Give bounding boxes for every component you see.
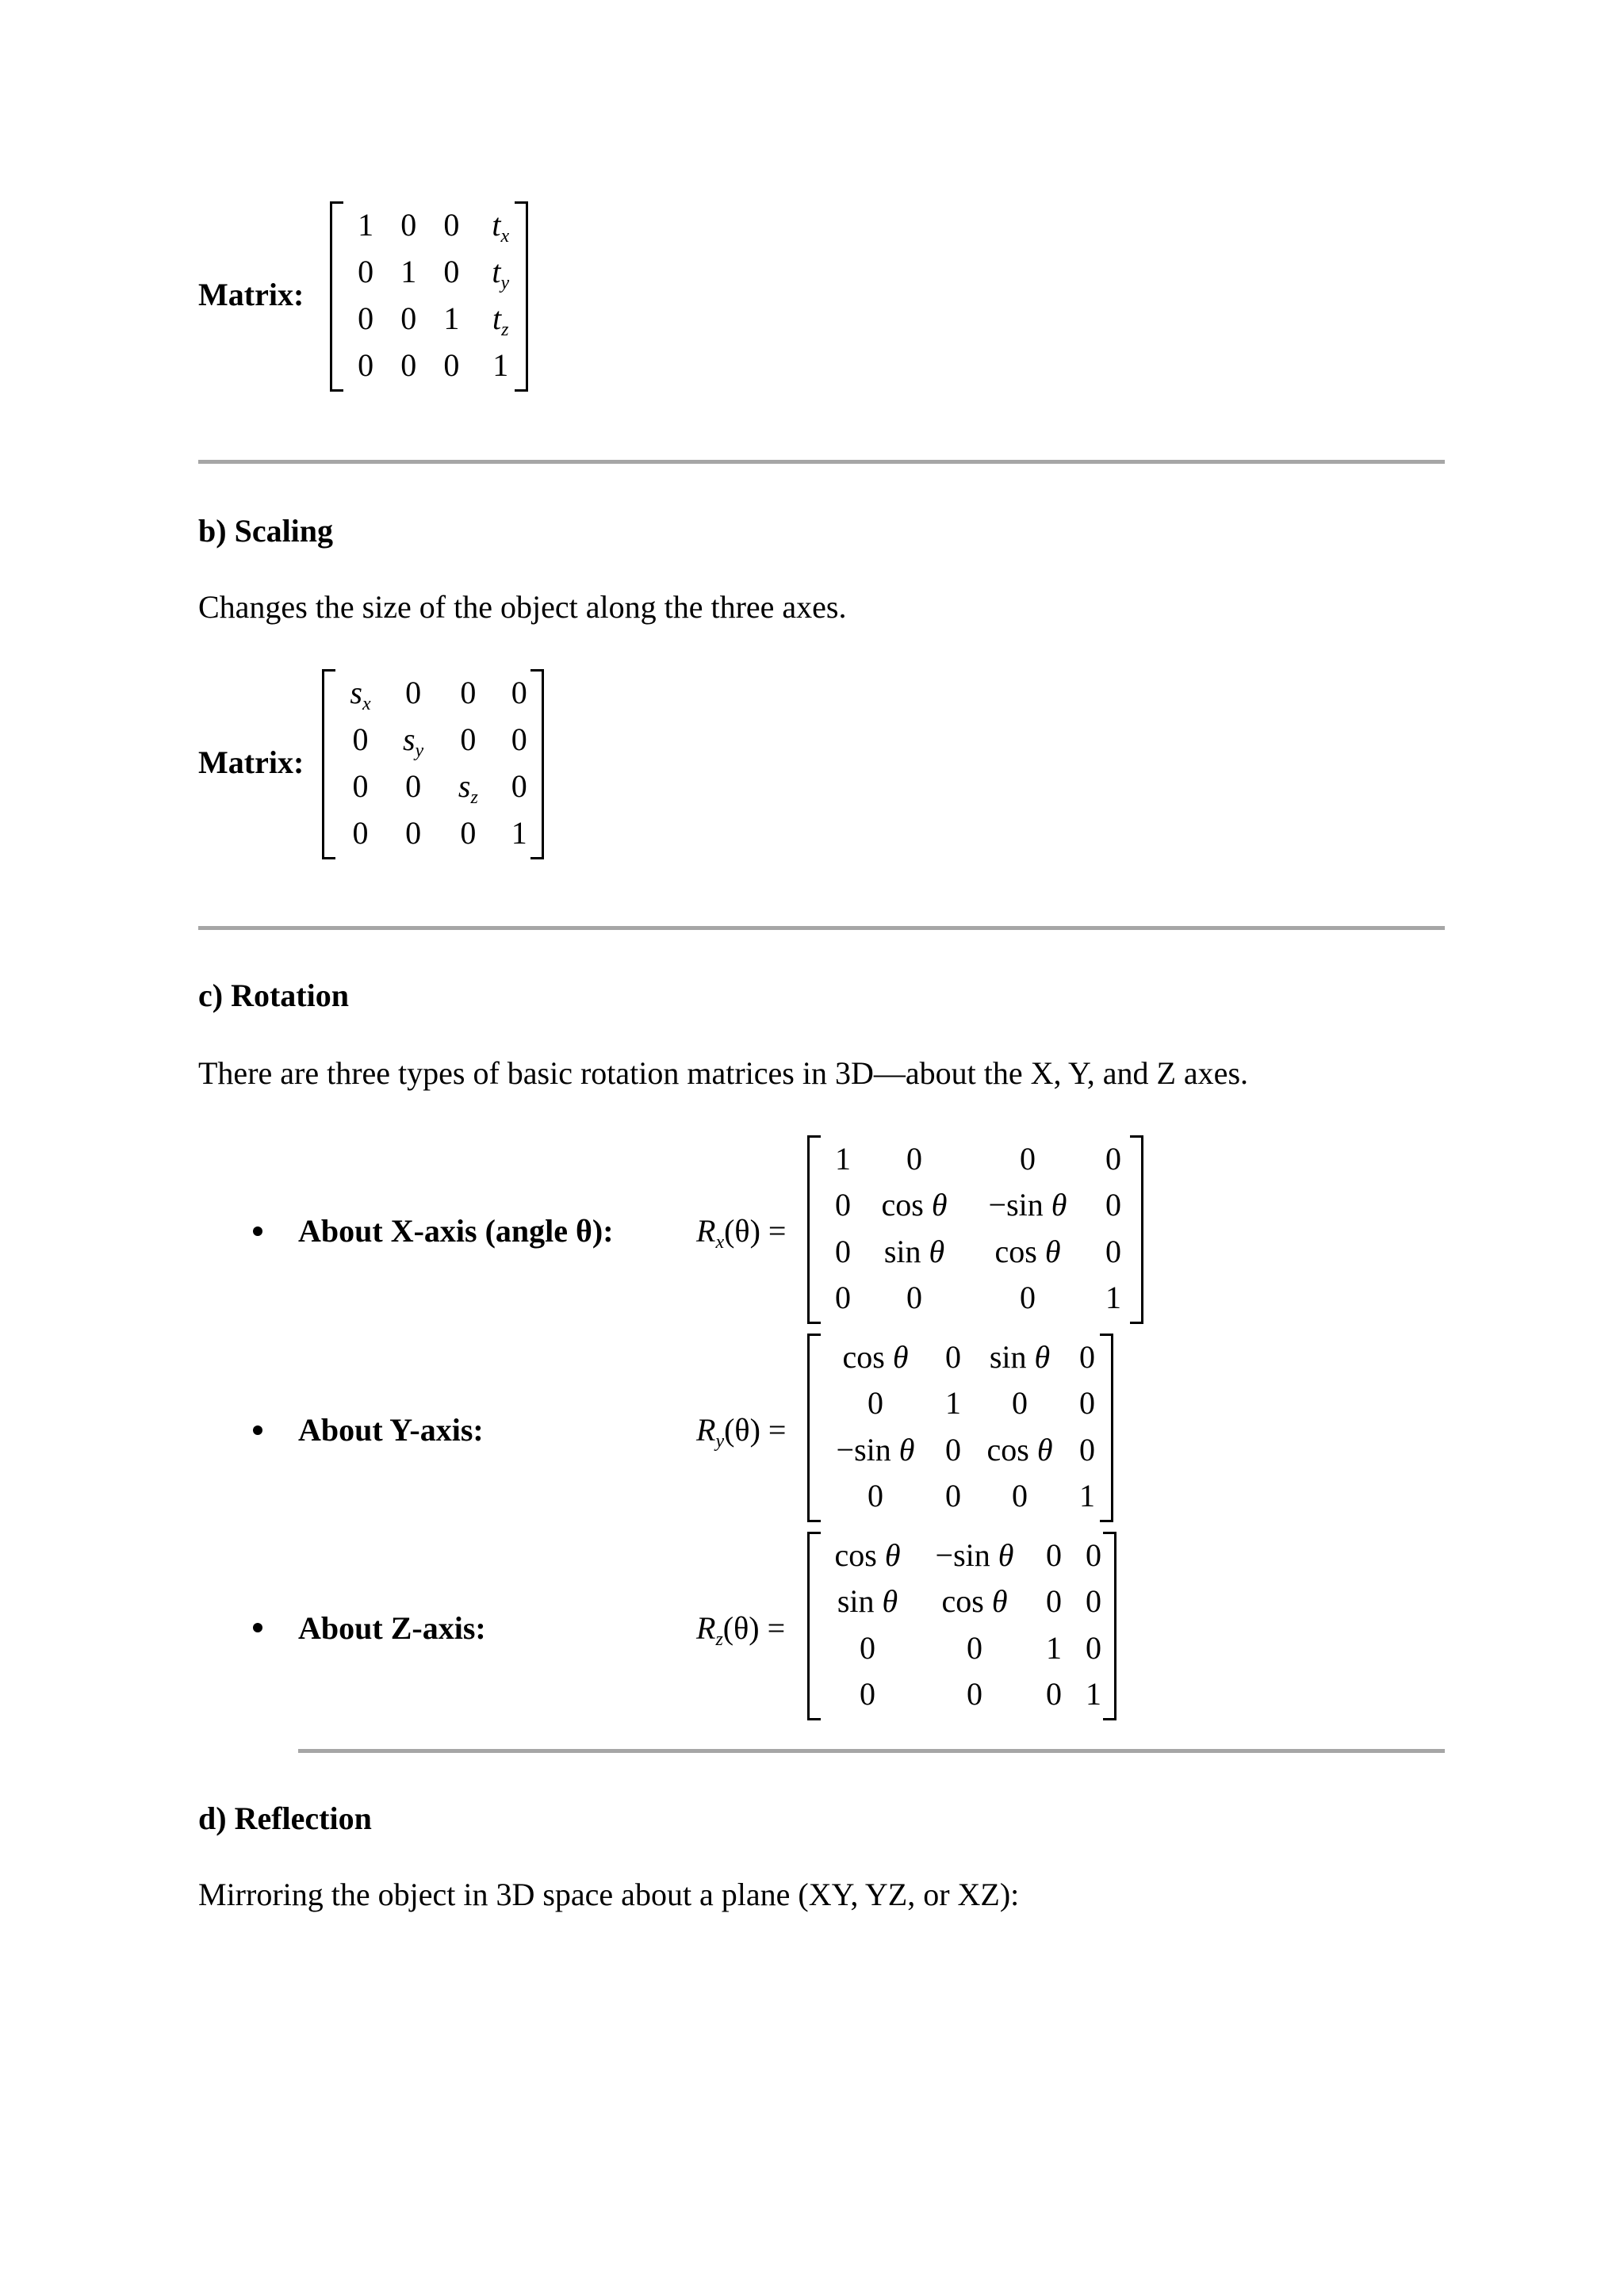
matrix-entry: −sin θ <box>836 1431 915 1468</box>
matrix-entry: 0 <box>405 675 422 710</box>
matrix-entry: cos θ <box>834 1536 901 1573</box>
matrix-entry: 0 <box>352 721 369 757</box>
matrix-left-bracket <box>322 669 335 859</box>
scaling-description: Changes the size of the object along the three axes. <box>198 589 847 625</box>
matrix-entry: 0 <box>352 768 369 804</box>
matrix-left-bracket <box>330 201 343 392</box>
matrix-entry: 0 <box>443 207 460 243</box>
rotation-z-label: About Z-axis: <box>298 1610 486 1646</box>
rotation-x-subscript: x <box>715 1232 725 1253</box>
matrix-right-bracket <box>530 669 544 859</box>
matrix-entry: 0 <box>405 768 422 804</box>
matrix-entry: 0 <box>511 675 527 710</box>
matrix-entry: 0 <box>443 254 460 289</box>
matrix-entry: 1 <box>492 347 509 383</box>
matrix-row <box>822 1578 1115 1625</box>
matrix-grid <box>822 1135 1136 1321</box>
rotation-z-matrix <box>807 1532 1116 1720</box>
matrix-entry: 0 <box>1046 1583 1062 1620</box>
matrix-entry: 0 <box>1086 1629 1101 1666</box>
matrix-left-bracket <box>807 1135 821 1324</box>
matrix-entry: $t_z$ <box>492 300 509 340</box>
matrix-right-bracket <box>1103 1532 1116 1720</box>
matrix-entry: 1 <box>1079 1478 1095 1514</box>
matrix-entry: 0 <box>358 347 374 383</box>
rotation-z-symbol: R <box>696 1610 716 1646</box>
rotation-x-arg: (θ) = <box>724 1213 787 1249</box>
matrix-row <box>344 248 528 295</box>
matrix-entry: cos θ <box>941 1583 1008 1620</box>
matrix-entry: 0 <box>400 207 417 243</box>
rotation-y-symbol: R <box>696 1412 716 1448</box>
matrix-entry: 0 <box>400 347 417 383</box>
bullet <box>253 1425 262 1435</box>
matrix-entry: 0 <box>1046 1536 1062 1573</box>
matrix-entry: 0 <box>460 721 477 757</box>
matrix-row <box>344 342 528 388</box>
rotation-x-label: About X-axis (angle θ): <box>298 1213 614 1249</box>
scaling-heading: b) Scaling <box>198 513 334 549</box>
matrix-entry: 0 <box>460 675 477 710</box>
matrix-row <box>822 1532 1115 1578</box>
matrix-entry: 0 <box>352 815 369 851</box>
rotation-x-matrix <box>807 1135 1143 1324</box>
matrix-row <box>336 716 544 763</box>
rotation-y-label: About Y-axis: <box>298 1412 484 1448</box>
matrix-entry: 1 <box>835 1140 851 1177</box>
matrix-entry: 1 <box>1086 1676 1101 1712</box>
matrix-row <box>822 1135 1136 1182</box>
matrix-entry: cos θ <box>842 1338 909 1375</box>
matrix-right-bracket <box>515 201 528 392</box>
rotation-description: There are three types of basic rotation matrices in 3D—about the X, Y, and Z axes. <box>198 1055 1249 1091</box>
matrix-row <box>822 1426 1112 1473</box>
matrix-entry: 0 <box>400 300 417 336</box>
matrix-entry: 0 <box>967 1676 982 1712</box>
matrix-entry: 0 <box>1105 1233 1121 1269</box>
matrix-entry: 1 <box>443 300 460 336</box>
matrix-row <box>822 1275 1136 1322</box>
rotation-y-subscript: y <box>715 1431 725 1452</box>
matrix-entry: 0 <box>460 815 477 851</box>
matrix-entry: 0 <box>1020 1140 1036 1177</box>
matrix-entry: 0 <box>945 1338 961 1375</box>
matrix-entry: 0 <box>1105 1187 1121 1223</box>
rotation-y-arg: (θ) = <box>724 1412 787 1448</box>
matrix-entry: 0 <box>906 1140 922 1177</box>
matrix-entry: $s_x$ <box>350 675 371 714</box>
divider <box>298 1749 1445 1753</box>
matrix-entry: 0 <box>868 1385 883 1422</box>
matrix-entry: $s_y$ <box>402 721 424 761</box>
matrix-entry: −sin θ <box>988 1187 1067 1223</box>
matrix-entry: 1 <box>945 1385 961 1422</box>
matrix-entry: cos θ <box>881 1187 948 1223</box>
matrix-entry: sin θ <box>989 1338 1051 1375</box>
matrix-entry: 0 <box>1086 1583 1101 1620</box>
matrix-row <box>336 669 544 716</box>
bullet <box>253 1226 262 1236</box>
matrix-entry: 1 <box>511 815 527 851</box>
matrix-entry: 1 <box>1105 1280 1121 1316</box>
bullet <box>253 1623 262 1632</box>
matrix-row <box>344 295 528 342</box>
matrix-entry: 0 <box>1012 1385 1028 1422</box>
matrix-entry: 0 <box>945 1478 961 1514</box>
matrix-entry: 0 <box>1046 1676 1062 1712</box>
matrix-entry: 0 <box>835 1187 851 1223</box>
reflection-heading: d) Reflection <box>198 1800 372 1836</box>
rotation-heading: c) Rotation <box>198 978 349 1013</box>
translation-matrix <box>330 201 528 392</box>
matrix-row <box>822 1624 1115 1671</box>
matrix-entry: 0 <box>358 300 374 336</box>
matrix-entry: 1 <box>400 254 417 289</box>
matrix-entry: 0 <box>967 1629 982 1666</box>
matrix-entry: 0 <box>835 1280 851 1316</box>
divider <box>198 460 1445 464</box>
scaling-matrix-label: Matrix: <box>198 744 304 780</box>
translation-matrix-label: Matrix: <box>198 277 304 312</box>
matrix-entry: 0 <box>1079 1338 1095 1375</box>
matrix-right-bracket <box>1130 1135 1143 1324</box>
matrix-row <box>822 1671 1115 1718</box>
matrix-grid <box>822 1334 1112 1519</box>
rotation-y-matrix <box>807 1334 1113 1522</box>
matrix-entry: 0 <box>860 1676 875 1712</box>
matrix-entry: 0 <box>906 1280 922 1316</box>
matrix-entry: 0 <box>945 1431 961 1468</box>
matrix-grid <box>822 1532 1115 1717</box>
matrix-row <box>336 809 544 856</box>
rotation-x-symbol: R <box>696 1213 716 1249</box>
rotation-z-subscript: z <box>715 1629 723 1650</box>
matrix-entry: 0 <box>860 1629 875 1666</box>
matrix-entry: 0 <box>443 347 460 383</box>
rotation-z-arg: (θ) = <box>722 1610 786 1646</box>
matrix-left-bracket <box>807 1532 821 1720</box>
matrix-right-bracket <box>1100 1334 1113 1522</box>
matrix-entry: 0 <box>358 254 374 289</box>
matrix-entry: $s_z$ <box>458 768 478 808</box>
scaling-matrix <box>322 669 544 859</box>
rotation-z-lhs <box>696 1609 786 1650</box>
matrix-entry: 0 <box>511 721 527 757</box>
matrix-entry: cos θ <box>986 1431 1053 1468</box>
matrix-entry: 0 <box>1012 1478 1028 1514</box>
matrix-entry: sin θ <box>837 1583 898 1620</box>
matrix-entry: $t_x$ <box>492 207 510 247</box>
matrix-row <box>822 1473 1112 1520</box>
matrix-entry: 1 <box>358 207 374 243</box>
matrix-entry: 0 <box>1086 1536 1101 1573</box>
rotation-y-lhs <box>696 1411 787 1452</box>
divider <box>198 926 1445 930</box>
matrix-entry: −sin θ <box>935 1536 1014 1573</box>
matrix-entry: $t_y$ <box>492 254 510 293</box>
matrix-row <box>822 1334 1112 1380</box>
matrix-grid <box>344 201 528 388</box>
matrix-entry: 0 <box>1020 1280 1036 1316</box>
matrix-row <box>822 1228 1136 1275</box>
matrix-entry: 0 <box>1079 1431 1095 1468</box>
matrix-entry: 0 <box>511 768 527 804</box>
matrix-row <box>344 201 528 248</box>
rotation-x-lhs <box>696 1212 787 1253</box>
matrix-grid <box>336 669 544 856</box>
matrix-entry: 0 <box>1079 1385 1095 1422</box>
matrix-entry: 0 <box>868 1478 883 1514</box>
matrix-entry: cos θ <box>994 1233 1061 1269</box>
matrix-entry: 1 <box>1046 1629 1062 1666</box>
reflection-description: Mirroring the object in 3D space about a plane (XY, YZ, or XZ): <box>198 1877 1020 1912</box>
matrix-entry: 0 <box>1105 1140 1121 1177</box>
matrix-row <box>822 1182 1136 1229</box>
matrix-row <box>822 1380 1112 1427</box>
matrix-row <box>336 763 544 809</box>
matrix-entry: 0 <box>405 815 422 851</box>
matrix-entry: sin θ <box>883 1233 945 1269</box>
matrix-entry: 0 <box>835 1233 851 1269</box>
matrix-left-bracket <box>807 1334 821 1522</box>
